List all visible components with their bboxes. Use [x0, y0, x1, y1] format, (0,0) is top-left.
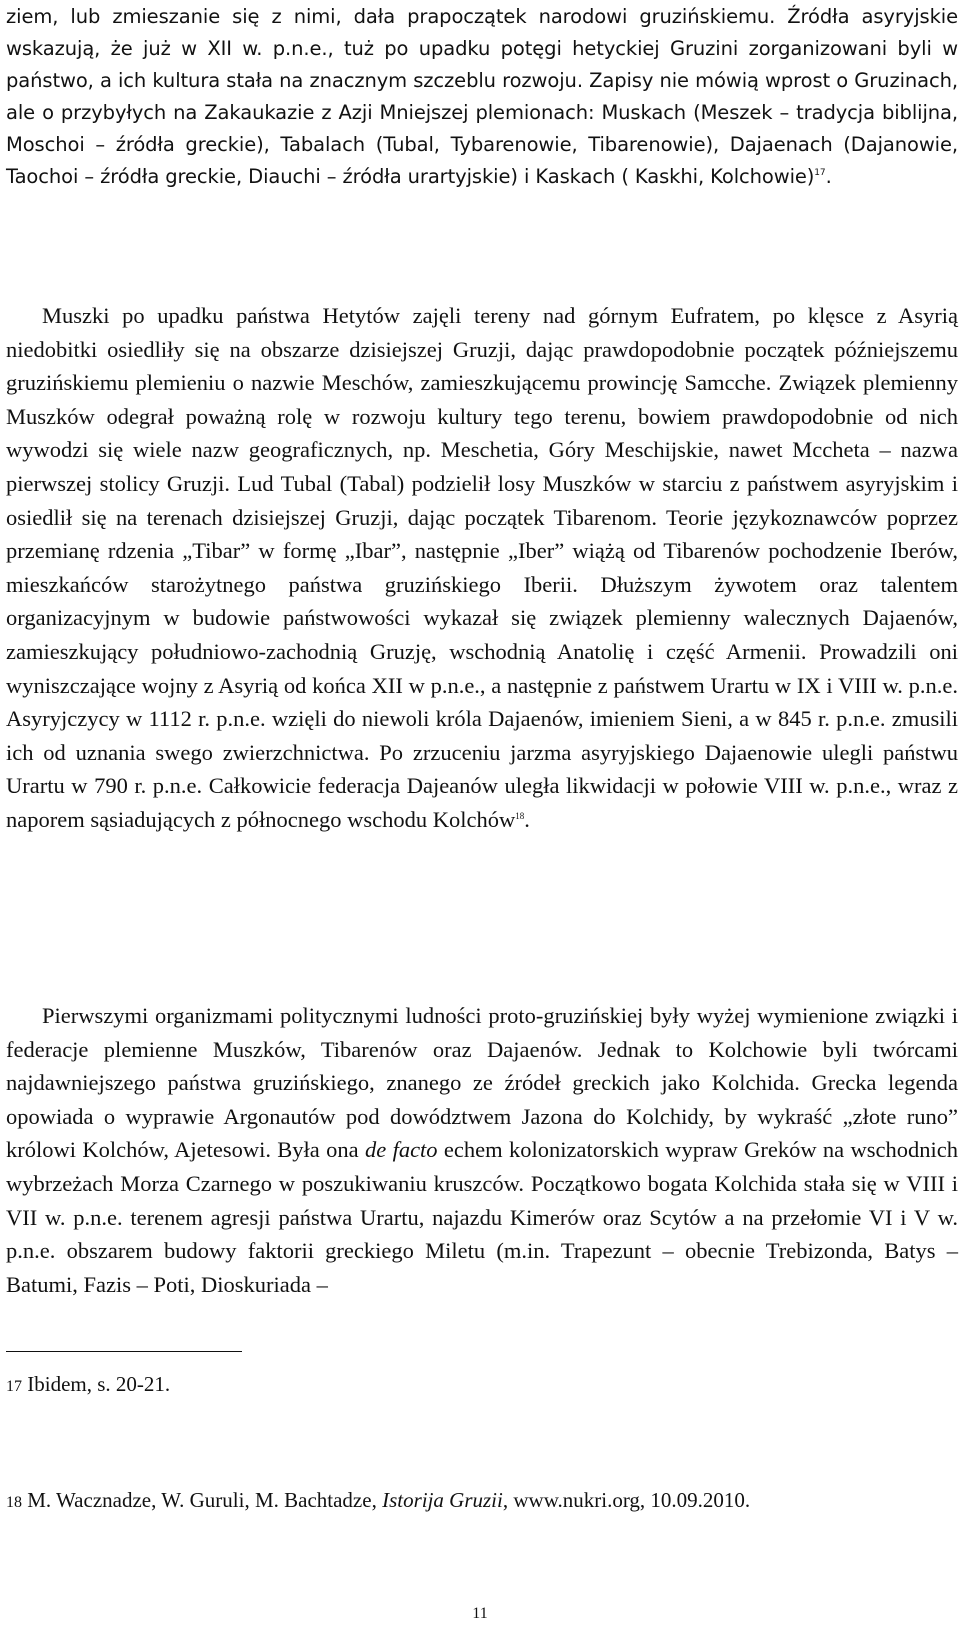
footnote-separator: [6, 1351, 242, 1352]
footnote-text-continued: , www.nukri.org, 10.09.2010.: [502, 1488, 751, 1512]
footnote-18: [6, 1487, 750, 1516]
footnote-text: M. Wacznadze, W. Guruli, M. Bachtadze,: [22, 1488, 383, 1512]
paragraph: [6, 1, 958, 193]
paragraph-end: .: [825, 165, 832, 188]
paragraph-text: Pierwszymi organizmami politycznymi ludności proto-gruzińskiej były wyżej wymienione związki i federacje plemienne Muszków, Tibarenów oraz Dajaenów. Jednak to Kolchowie byli twórcami najdawniejszego państwa gruzińskiego, znanego ze źródeł greckich jako Kolchida. Grecka legenda opowiada o wyprawie Argonautów pod dowództwem Jazona do Kolchidy, by wykraść „złote runo” królowi Kolchów, Ajetesowi. Była ona: [6, 1003, 958, 1163]
paragraph-text-continued: echem kolonizatorskich wypraw Greków na wschodnich wybrzeżach Morza Czarnego w poszukiwaniu kruszców. Początkowo bogata Kolchida stała się w VIII i VII w. p.n.e. terenem agresji państwa Urartu, najazdu Kimerów oraz Scytów a na przełomie VI i V w. p.n.e. obszarem budowy faktorii greckiego Miletu (m.in. Trapezunt – obecnie Trebizonda, Batys – Batumi, Fazis – Poti, Dioskuriada –: [6, 1137, 958, 1297]
footnote-17: [6, 1371, 170, 1400]
page-number: 11: [472, 1605, 488, 1622]
footnote-reference[interactable]: 17: [814, 168, 826, 178]
paragraph: [6, 999, 958, 1301]
paragraph-block-1: [6, 1, 958, 193]
footnote-number: 18: [6, 1494, 22, 1511]
paragraph-end: .: [524, 806, 530, 832]
paragraph-text: Muszki po upadku państwa Hetytów zajęli tereny nad górnym Eufratem, po klęsce z Asyrią niedobitki osiedliły się na obszarze dzisiejszej Gruzji, dając prawdopodobnie początek późniejszemu gruzińskiemu plemieniu o nazwie Meschów, zamieszkującemu prowincję Samcche. Związek plemienny Muszków odegrał poważną rolę w rozwoju kultury tego terenu, bowiem prawdopodobnie od nich wywodzi się wiele nazw geograficznych, np. Meschetia, Góry Meschijskie, nawet Mccheta – nazwa pierwszej stolicy Gruzji. Lud Tubal (Tabal) podzielił losy Muszków w starciu z państwem asyryjskim i osiedlił się na terenach dzisiejszej Gruzji, dając początek Tibarenom. Teorie językoznawców poprzez przemianę rdzenia „Tibar” w formę „Ibar”, następnie „Iber” wiążą od Tibarenów pochodzenie Iberów, mieszkańców starożytnego państwa gruzińskiego Iberii. Dłuższym żywotem oraz talentem organizacyjnym w budowie państwowości wykazał się związek plemienny walecznych Dajaenów, zamieszkujący południowo-zachodnią Gruzję, wschodnią Anatolię i część Armenii. Prowadzili oni wyniszczające wojny z Asyrią od końca XII w p.n.e., a następnie z państwem Urartu w IX i VIII w. p.n.e. Asyryjczycy w 1112 r. p.n.e. wzięli do niewoli króla Dajaenów, imieniem Sieni, a w 845 r. p.n.e. zmusili ich od uznania swego zwierzchnictwa. Po zrzuceniu jarzma asyryjskiego Dajaenowie ulegli państwu Urartu w 790 r. p.n.e. Całkowicie federacja Dajeanów uległa likwidacji w połowie VIII w. p.n.e., wraz z naporem sąsiadujących z północnego wschodu Kolchów: [6, 303, 958, 832]
paragraph-block-3: [6, 999, 958, 1301]
footnote-reference[interactable]: 18: [515, 810, 525, 821]
footnote-title: Istorija Gruzii: [382, 1488, 503, 1512]
italic-phrase: de facto: [364, 1137, 438, 1163]
paragraph-text: ziem, lub zmieszanie się z nimi, dała prapoczątek narodowi gruzińskiemu. Źródła asyryjskie wskazują, że już w XII w. p.n.e., tuż po upadku potęgi hetyckiej Gruzini zorganizowani byli w państwo, a ich kultura stała na znacznym szczeblu rozwoju. Zapisy nie mówią wprost o Gruzinach, ale o przybyłych na Zakaukazie z Azji Mniejszej plemionach: Muskach (Meszek – tradycja biblijna, Moschoi – źródła greckie), Tabalach (Tubal, Tybarenowie, Tibarenowie), Dajaenach (Dajanowie, Taochoi – źródła greckie, Diauchi – źródła urartyjskie) i Kaskach ( Kaskhi, Kolchowie): [6, 5, 958, 188]
footnote-number: 17: [6, 1378, 22, 1395]
footnote-text: Ibidem, s. 20-21.: [22, 1372, 171, 1396]
paragraph-block-2: [6, 299, 958, 837]
paragraph: [6, 299, 958, 837]
